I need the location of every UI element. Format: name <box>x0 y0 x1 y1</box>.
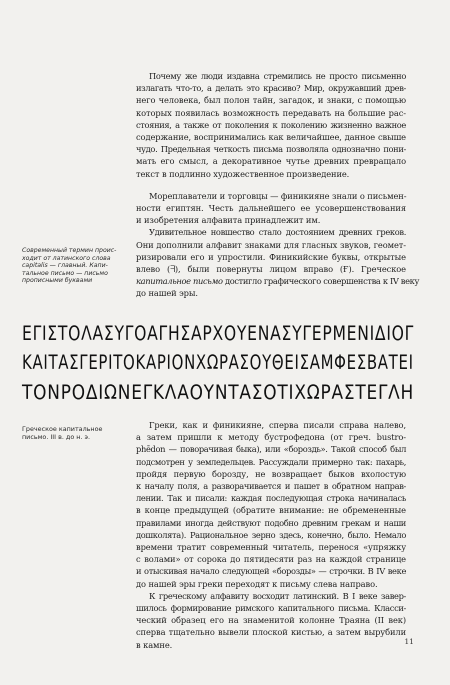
paragraph-1: Почему же люди издавна стремились не просто письменно излагать что-то, а делать это красиво? Мир, окружавший древ- него человека, был полон тайн, загадок, и знаки, с помощью которых появилась возможность передавать на большие рас- стояния, а также от поколения к поколению жизненно важное содержание, воспринимались как величайшее, данное свыше чудо. Предельная четкость письма позволяла однозначно пони- мать его смысл, а декоративное чутье древних превращало текст в подлинно художественное произведение. <box>136 71 406 179</box>
paragraph-5: К греческому алфавиту восходит латинский. В I веке завер- шилось формирование римского капитального письма. Класси- ческий образец его на знаменитой колонне Траяна (II век) сперва тщательно вывели плоской кистью, а затем вырубили в камне. <box>136 590 406 650</box>
intro-text <box>136 70 420 300</box>
greek-inscription-line-1: ΕΓΙΣΤΟΛΑΣΥΓΟΑΓΗΣΑΡΧΟΥΕΝΑΣΥΓΕΡΜΕΝΙΔΙΟΓ <box>22 322 415 345</box>
sidenote: Современный термин проис- ходит от латинского слова capitalis — главный. Капи- тальное письмо — письмо прописными буквами <box>22 247 117 285</box>
paragraph-2: Мореплаватели и торговцы — финикияне знали о письмен- ности египтян. Честь дальнейшего ее усовершенствования и изобретения алфавита принадлежит им. <box>136 190 407 226</box>
body-text <box>136 419 406 651</box>
greek-inscription-line-3: ΤΟΝΡΟΔΙΩΝΕΓΚΛΑΟΥΝΤΑΣΟΤΙΧΩΡΑΣΤΕΓΛΗ <box>22 381 415 404</box>
inscription-caption: Греческое капитальное письмо. III в. до н. э. <box>22 425 103 441</box>
greek-inscription-line-2: ΚΑΙΤΑΣΓΕΡΙΤΟΚΑΡΙΟΝΧΩΡΑΣΟΥΘΕΙΣΑΜΦΕΣΒΑΤΕΙ <box>22 351 414 374</box>
paragraph-3: Удивительное новшество стало достоянием древних греков. Они дополнили алфавит знаками для гласных звуков, геомет- ризировали его и упростили. Финикийские буквы, открытые влево (ᖷ), были повернуты лицом вправо (Ғ). Греческое капитальное письмо достигло графического совершенства к IV веку до нашей эры. <box>136 227 420 299</box>
page-number: 11 <box>404 637 414 646</box>
paragraph-4: Греки, как и финикияне, сперва писали справа налево, а затем пришли к методу бустрофедона (от греч. bustro- phēdon — поворачивая быка), или «бороздь». Такой способ был подсмотрен у земледельцев. Рассуждали примерно так: пахарь, пройдя первую борозду, не возвращает быков вхолостую к началу поля, а разворачивается и пашет в обратном направ- лении. Так и писали: каждая последующая строка начиналась в конце предыдущей (обратите внимание: не обремененные правилами иногда действуют подобно древним грекам и наши дошколята). Рациональное зерно здесь, конечно, было. Немало времени тратит современный читатель, перенося «упряжку с волами» от сорока до пятидесяти раз на каждой странице и отыскивая начало следующей «борозды» — строчки. В IV веке до нашей эры греки переходят к письму слева направо. <box>136 420 406 589</box>
capital-script-term: капитальное письмо <box>136 276 223 287</box>
